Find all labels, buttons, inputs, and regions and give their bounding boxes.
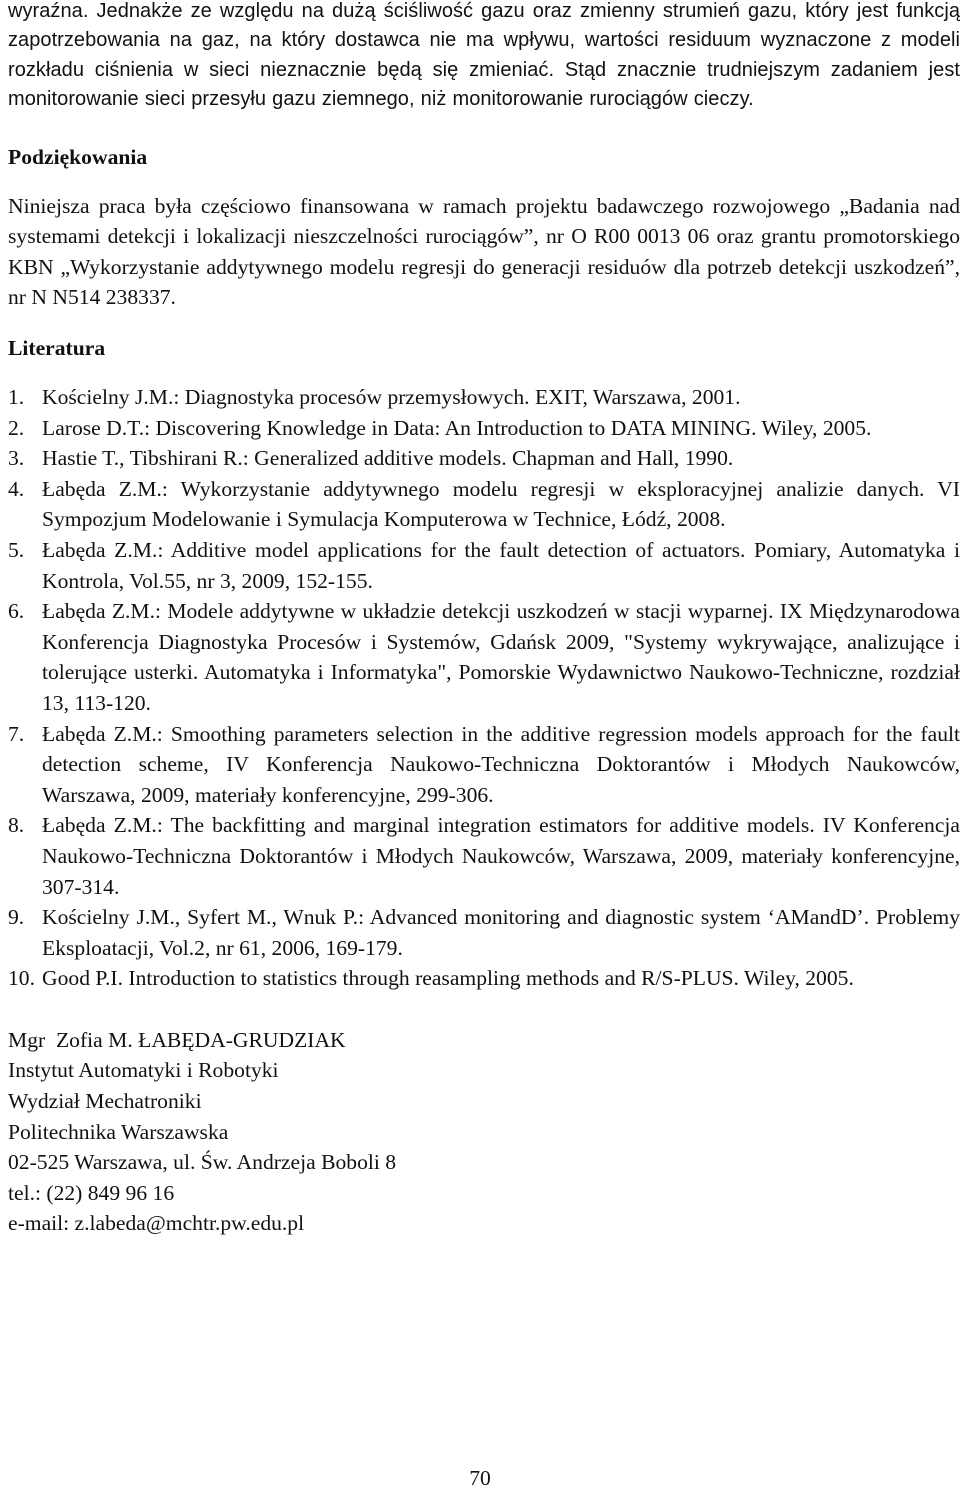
reference-item: 9. Kościelny J.M., Syfert M., Wnuk P.: Advanced monitoring and diagnostic system ‘AMandD’. Problemy Eksploatacji, Vol.2, nr 61, 2006, 169-179. xyxy=(8,905,960,960)
document-page xyxy=(8,0,960,1239)
author-block xyxy=(8,1025,960,1239)
intro-paragraph: wyraźna. Jednakże ze względu na dużą ściśliwość gazu oraz zmienny strumień gazu, który jest funkcją zapotrzebowania na gaz, na który dostawca nie ma wpływu, wartości residuum wyznaczone z modeli rozkładu ciśnienia w sieci nieznacznie będą się zmieniać. Stąd znacznie trudniejszym zadaniem jest monitorowanie sieci przesyłu gazu ziemnego, niż monitorowanie rurociągów cieczy. xyxy=(8,0,960,111)
author-address: 02-525 Warszawa, ul. Św. Andrzeja Boboli 8 xyxy=(8,1150,397,1175)
reference-item: 8. Łabęda Z.M.: The backfitting and marginal integration estimators for additive models. IV Konferencja Naukowo-Techniczna Doktorantów i Młodych Naukowców, Warszawa, 2009, materiały konferencyjne, 307-314. xyxy=(8,813,960,899)
author-university: Politechnika Warszawska xyxy=(8,1119,229,1144)
acknowledgements-heading: Podziękowania xyxy=(8,144,148,169)
reference-item: 6. Łabęda Z.M.: Modele addytywne w układzie detekcji uszkodzeń w stacji wyparnej. IX Międzynarodowa Konferencja Diagnostyka Procesów i Systemów, Gdańsk 2009, "Systemy wykrywające, analizujące i tolerujące usterki. Automatyka i Informatyka", Pomorskie Wydawnictwo Naukowo-Techniczne, rozdział 13, 113-120. xyxy=(8,599,960,715)
author-email[interactable]: e-mail: z.labeda@mchtr.pw.edu.pl xyxy=(8,1211,305,1236)
author-name: Mgr Zofia M. ŁABĘDA-GRUDZIAK xyxy=(8,1027,346,1052)
author-phone: tel.: (22) 849 96 16 xyxy=(8,1180,175,1205)
reference-item: 5. Łabęda Z.M.: Additive model applications for the fault detection of actuators. Pomiary, Automatyka i Kontrola, Vol.55, nr 3, 2009, 152-155. xyxy=(8,537,960,593)
reference-item: 10. Good P.I. Introduction to statistics through reasampling methods and R/S-PLUS. Wiley, 2005. xyxy=(8,966,854,991)
reference-item: 1. Kościelny J.M.: Diagnostyka procesów przemysłowych. EXIT, Warszawa, 2001. xyxy=(8,385,741,409)
reference-item: 4. Łabęda Z.M.: Wykorzystanie addytywnego modelu regresji w eksploracyjnej analizie danych. VI Sympozjum Modelowanie i Symulacja Komputerowa w Technice, Łódź, 2008. xyxy=(8,476,960,532)
author-institute: Instytut Automatyki i Robotyki xyxy=(8,1058,279,1083)
references-list xyxy=(8,382,960,994)
reference-item: 2. Larose D.T.: Discovering Knowledge in Data: An Introduction to DATA MINING. Wiley, 2005. xyxy=(8,415,872,440)
reference-item: 3. Hastie T., Tibshirani R.: Generalized additive models. Chapman and Hall, 1990. xyxy=(8,446,734,471)
author-faculty: Wydział Mechatroniki xyxy=(8,1089,202,1114)
acknowledgements-paragraph: Niniejsza praca była częściowo finansowana w ramach projektu badawczego rozwojowego „Badania nad systemami detekcji i lokalizacji nieszczelności rurociągów”, nr O R00 0013 06 oraz grantu promotorskiego KBN „Wykorzystanie addytywnego modelu regresji do generacji residuów dla potrzeb detekcji uszkodzeń”, nr N N514 238337. xyxy=(8,193,960,310)
reference-item: 7. Łabęda Z.M.: Smoothing parameters selection in the additive regression models approach for the fault detection scheme, IV Konferencja Naukowo-Techniczna Doktorantów i Młodych Naukowców, Warszawa, 2009, materiały konferencyjne, 299-306. xyxy=(8,721,960,807)
references-heading: Literatura xyxy=(8,336,106,360)
page-number: 70 xyxy=(469,1466,491,1490)
